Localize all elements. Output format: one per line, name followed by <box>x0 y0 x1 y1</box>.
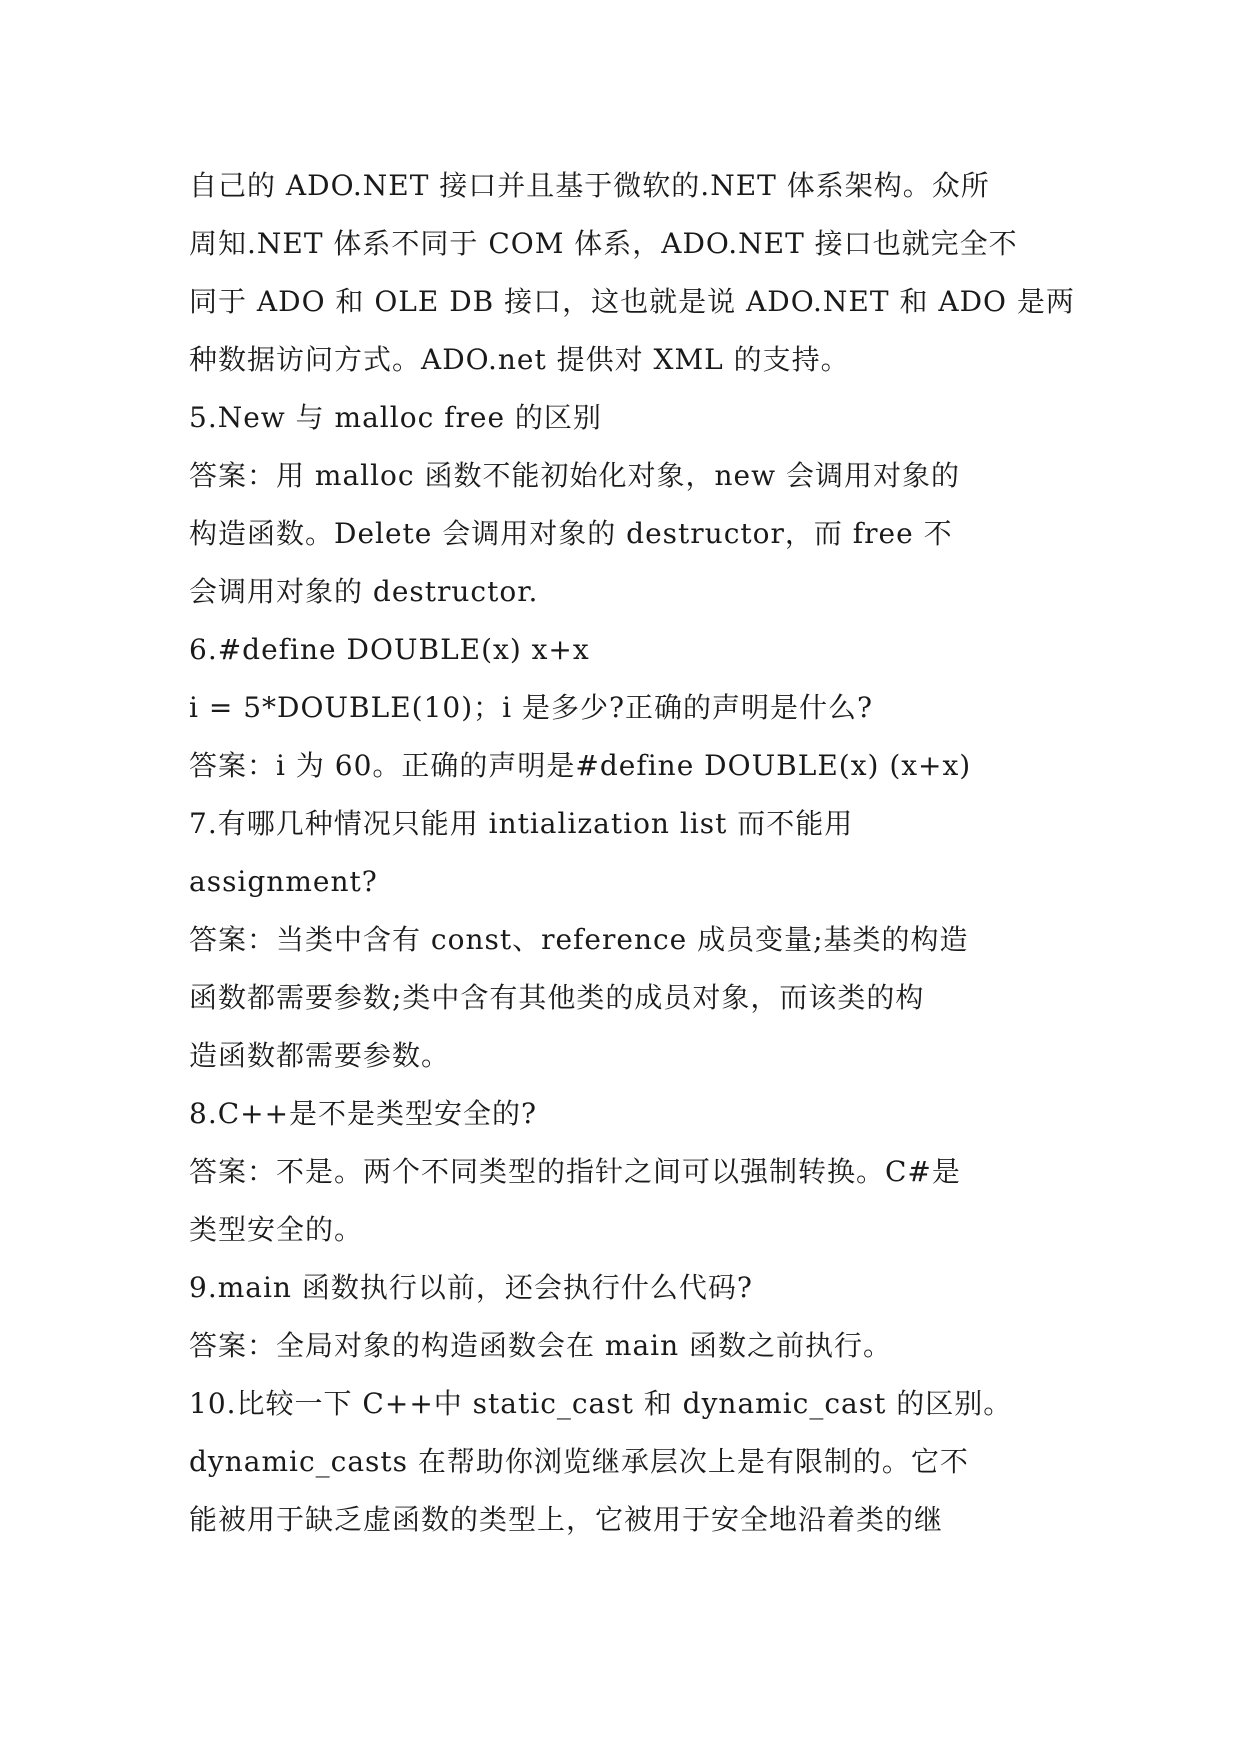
text-line: 构造函数。Delete 会调用对象的 destructor，而 free 不 <box>189 517 953 550</box>
text-line: 函数都需要参数;类中含有其他类的成员对象，而该类的构 <box>189 981 925 1014</box>
text-line: 类型安全的。 <box>189 1213 364 1246</box>
question-6-title: 6.#define DOUBLE(x) x+x <box>189 633 590 666</box>
answer-line: 答案：i 为 60。正确的声明是#define DOUBLE(x) (x+x) <box>189 749 972 782</box>
question-7-title: 7.有哪几种情况只能用 intialization list 而不能用 <box>189 807 854 840</box>
text-line: 自己的 ADO.NET 接口并且基于微软的.NET 体系架构。众所 <box>189 169 990 202</box>
question-8-title: 8.C++是不是类型安全的? <box>189 1097 538 1130</box>
answer-line: 答案：当类中含有 const、reference 成员变量;基类的构造 <box>189 923 969 956</box>
text-line: 种数据访问方式。ADO.net 提供对 XML 的支持。 <box>189 343 850 376</box>
answer-line: 答案：用 malloc 函数不能初始化对象，new 会调用对象的 <box>189 459 960 492</box>
text-line: 会调用对象的 destructor. <box>189 575 539 608</box>
text-line: 同于 ADO 和 OLE DB 接口，这也就是说 ADO.NET 和 ADO 是两 <box>189 285 1075 318</box>
question-9-title: 9.main 函数执行以前，还会执行什么代码? <box>189 1271 753 1304</box>
text-line: dynamic_casts 在帮助你浏览继承层次上是有限制的。它不 <box>189 1445 969 1478</box>
document-body <box>189 157 1075 1549</box>
question-5-title: 5.New 与 malloc free 的区别 <box>189 401 602 434</box>
answer-line: 答案：全局对象的构造函数会在 main 函数之前执行。 <box>189 1329 893 1362</box>
text-line: i = 5*DOUBLE(10)；i 是多少?正确的声明是什么? <box>189 691 873 724</box>
question-10-title: 10.比较一下 C++中 static_cast 和 dynamic_cast 的区别。 <box>189 1387 1013 1420</box>
text-line: assignment? <box>189 865 378 898</box>
text-line: 造函数都需要参数。 <box>189 1039 451 1072</box>
text-line: 能被用于缺乏虚函数的类型上，它被用于安全地沿着类的继 <box>189 1503 944 1536</box>
answer-line: 答案：不是。两个不同类型的指针之间可以强制转换。C#是 <box>189 1155 961 1188</box>
text-line: 周知.NET 体系不同于 COM 体系，ADO.NET 接口也就完全不 <box>189 227 1018 260</box>
